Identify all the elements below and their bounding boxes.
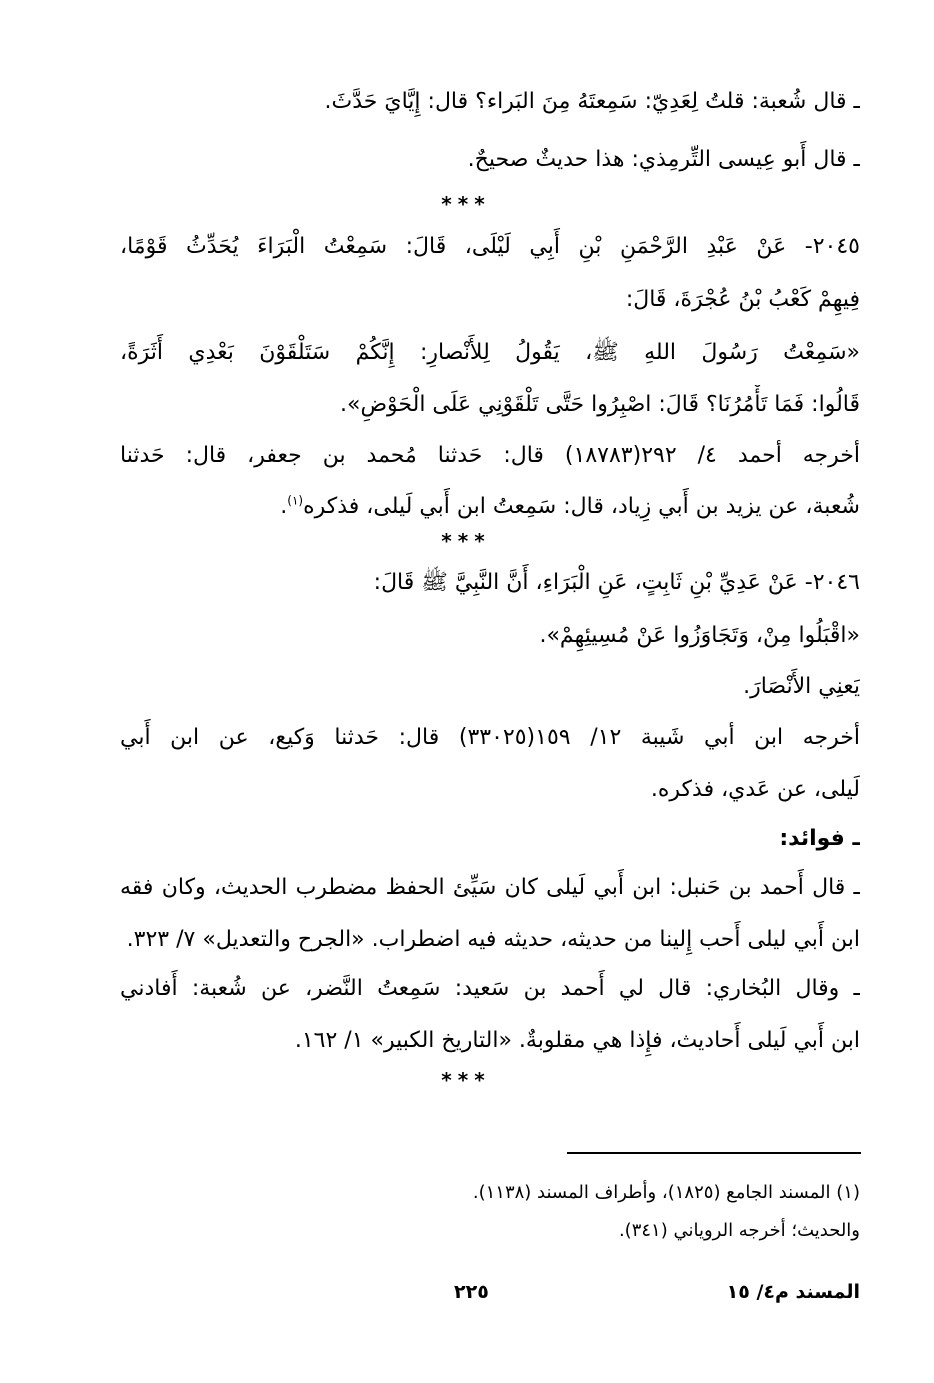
hadith-2046-line: يَعنِي الأَنْصَارَ. [743,674,860,699]
hadith-2046-line: «اقْبَلُوا مِنْ، وَتَجَاوَزُوا عَنْ مُسِيئِهِمْ». [539,623,860,648]
benefit-line: ـ وقال البُخاري: قال لي أَحمد بن سَعيد: سَمِعتُ النَّضر، عن شُعبة: أَفادني [120,976,860,1001]
separator-stars: *** [441,529,491,553]
takhrij-line: شُعبة، عن يزيد بن أَبي زِياد، قال: سَمِعتُ ابن أَبي لَيلى، فذكره$^{(١)}$. [280,493,860,519]
hadith-2045-line: ٢٠٤٥- عَنْ عَبْدِ الرَّحْمَنِ بْنِ أَبِي لَيْلَى، قَالَ: سَمِعْتُ الْبَرَاءَ يُحَدِّثُ قَوْمًا، [120,234,860,259]
benefit-line: ـ قال أَحمد بن حَنبل: ابن أَبي لَيلى كان سَيِّئ الحفظ مضطرب الحديث، وكان فقه [120,875,860,900]
benefit-line: ابن أَبي لَيلى أَحاديث، فإِذا هي مقلوبةٌ. «التاريخ الكبير» ١/ ١٦٢. [294,1028,860,1053]
text-line: ـ قال شُعبة: قلتُ لِعَدِيّ: سَمِعتَهُ مِنَ البَراء؟ قال: إِيَّايَ حَدَّثَ. [324,89,860,114]
hadith-2045-line: «سَمِعْتُ رَسُولَ اللهِ ﷺ، يَقُولُ لِلأَنْصارِ: إِنَّكُمْ سَتَلْقَوْنَ بَعْدِي أَثَرَةً، [120,340,860,365]
separator-stars: *** [441,192,491,216]
hadith-2045-line: قَالُوا: فَمَا تَأْمُرُنَا؟ قَالَ: اصْبِرُوا حَتَّى تَلْقَوْنِي عَلَى الْحَوْضِ». [340,392,860,417]
takhrij-line: لَيلى، عن عَدي، فذكره. [650,777,860,802]
footnote-line: والحديث؛ أخرجه الروياني (٣٤١). [618,1220,860,1241]
footnote-divider [567,1152,861,1154]
takhrij-text: شُعبة، عن يزيد بن أَبي زِياد، قال: سَمِعتُ ابن أَبي لَيلى، فذكره [303,494,860,519]
hadith-2046-line: ٢٠٤٦- عَنْ عَدِيِّ بْنِ ثَابِتٍ، عَنِ الْبَرَاءِ، أَنَّ النَّبِيَّ ﷺ قَالَ: [373,570,860,595]
takhrij-line: أخرجه أحمد ٤/ ٢٩٢(١٨٧٨٣) قال: حَدثنا مُحمد بن جعفر، قال: حَدثنا [120,443,860,468]
benefit-line: ابن أَبي ليلى أَحب إِلينا من حديثه، حديثه فيه اضطراب. «الجرح والتعديل» ٧/ ٣٢٣. [126,927,860,952]
text-line: ـ قال أَبو عِيسى التِّرمِذي: هذا حديثٌ صحيحٌ. [467,147,860,172]
separator-stars: *** [441,1068,491,1092]
footnote-marker: (١) [287,493,304,508]
page-number: ٢٢٥ [454,1281,489,1303]
hadith-2045-line: فِيهِمْ كَعْبُ بْنُ عُجْرَةَ، قَالَ: [625,287,860,312]
signature-mark: المسند م٤/ ١٥ [726,1281,860,1303]
benefits-heading: ـ فوائد: [779,826,860,851]
takhrij-line: أخرجه ابن أبي شَيبة ١٢/ ١٥٩(٣٣٠٢٥) قال: حَدثنا وَكيع، عن ابن أَبي [120,725,860,750]
footnote-line: (١) المسند الجامع (١٨٢٥)، وأطراف المسند (١١٣٨). [472,1182,860,1203]
